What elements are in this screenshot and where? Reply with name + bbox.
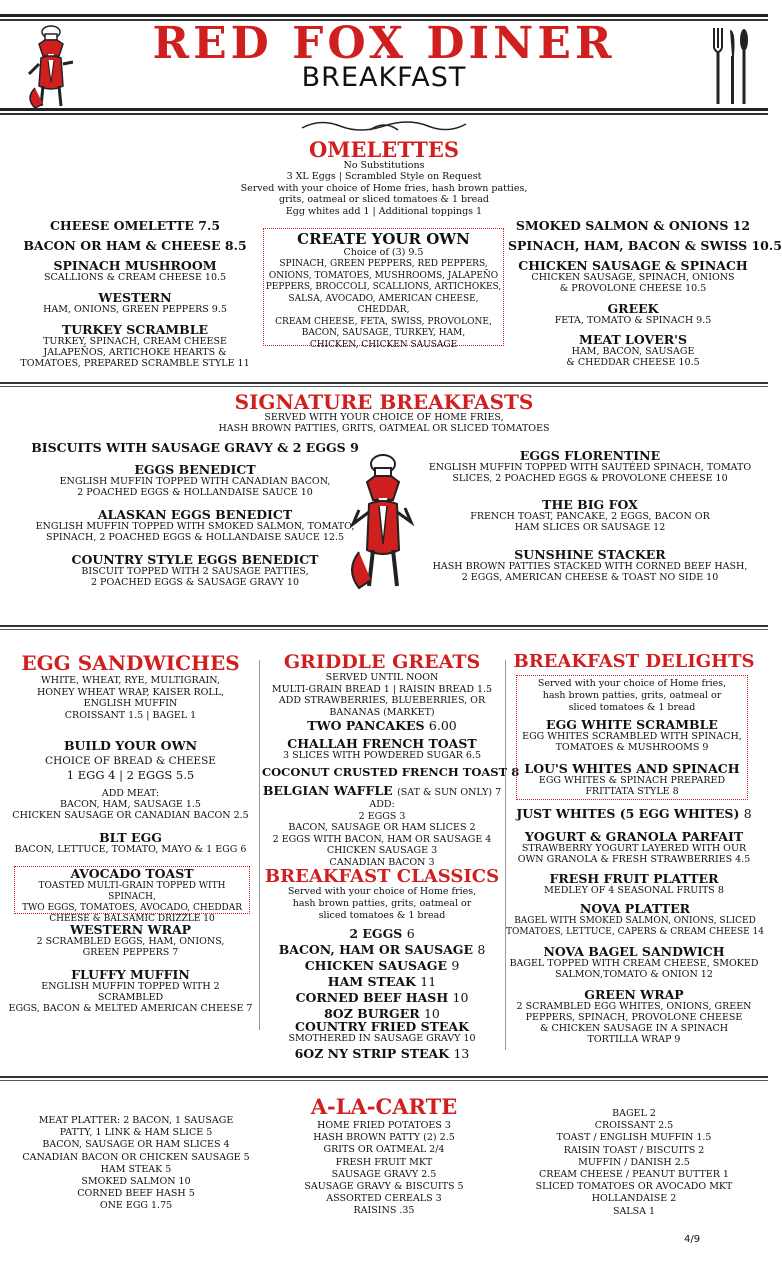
- signature-note: HASH BROWN PATTIES, GRITS, OATMEAL OR SLICED TOMATOES: [218, 423, 550, 435]
- menu-item: [14, 867, 250, 925]
- menu-item: [508, 238, 782, 253]
- item-desc: HAM, ONIONS, GREEN PEPPERS 9.5: [43, 304, 227, 316]
- section-divider: [0, 1076, 768, 1078]
- flourish-icon: [300, 118, 468, 136]
- item-name: 2 EGGS: [349, 926, 403, 941]
- item-desc: 3 SLICES WITH POWDERED SUGAR 6.5: [283, 750, 481, 762]
- menu-item: [262, 1047, 502, 1061]
- classics-title: BREAKFAST CLASSICS: [264, 866, 500, 887]
- column-divider: [259, 660, 260, 1030]
- item-name: WESTERN: [98, 290, 172, 305]
- item-name: CHICKEN SAUSAGE & SPINACH: [518, 258, 748, 273]
- menu-item: [508, 945, 760, 981]
- page-number: 4/9: [684, 1234, 701, 1245]
- section-divider: [0, 1080, 768, 1081]
- omelettes-note: grits, oatmeal or sliced tomatoes & 1 bread: [278, 194, 490, 206]
- item-desc: HAM, BACON, SAUSAGE & CHEDDAR CHEESE 10.5: [566, 346, 700, 369]
- item-name: ALASKAN EGGS BENEDICT: [97, 507, 293, 522]
- griddle-notes: SERVED UNTIL NOON MULTI-GRAIN BREAD 1 | RAISIN BREAD 1.5 ADD STRAWBERRIES, BLUEBERRIES, OR BANANAS (MARKET): [271, 672, 493, 718]
- item-name: FRESH FRUIT PLATTER: [549, 871, 719, 886]
- signature-title: SIGNATURE BREAKFASTS: [234, 390, 534, 414]
- egg-sandwiches-title: EGG SANDWICHES: [21, 651, 240, 675]
- utensils-icon: [708, 26, 750, 106]
- header-top-rule: [0, 14, 768, 17]
- menu-item: [10, 323, 260, 370]
- item-name: COUNTRY FRIED STEAK: [295, 1019, 469, 1034]
- menu-item: [518, 718, 746, 754]
- section-divider: [0, 382, 768, 384]
- menu-item: [508, 988, 760, 1046]
- item-desc: TURKEY, SPINACH, CREAM CHEESE JALAPEÑOS, ARTICHOKE HEARTS & TOMATOES, PREPARED SCRAMBLE STYLE 11: [20, 336, 250, 370]
- alacarte-left: MEAT PLATTER: 2 BACON, 1 SAUSAGE PATTY, 1 LINK & HAM SLICE 5 BACON, SAUSAGE OR HAM SLICES 4 CANADIAN BACON OR CHICKEN SAUSAGE 5 HAM STEAK 5 SMOKED SALMON 10 CORNED BEEF HASH 5 ONE EGG 1.75: [22, 1115, 250, 1212]
- item-name: COCONUT CRUSTED FRENCH TOAST: [262, 765, 508, 779]
- item-price: 9: [350, 440, 359, 455]
- item-price: 11: [420, 974, 437, 989]
- item-name: JUST WHITES (5 EGG WHITES): [516, 806, 740, 821]
- menu-item: [8, 968, 253, 1015]
- menu-item: [8, 923, 253, 959]
- griddle-title: GRIDDLE GREATS: [283, 651, 481, 673]
- item-name: 6OZ NY STRIP STEAK: [294, 1046, 450, 1061]
- item-name: NOVA PLATTER: [579, 901, 691, 916]
- section-divider: [0, 625, 768, 627]
- classics-list: [262, 926, 502, 1022]
- item-name: FLUFFY MUFFIN: [71, 967, 190, 982]
- item-price: 13: [453, 1046, 470, 1061]
- item-price: 9: [451, 958, 460, 973]
- item-name: BUILD YOUR OWN: [63, 738, 198, 753]
- menu-subtitle: BREAKFAST: [301, 62, 467, 93]
- item-desc: ENGLISH MUFFIN TOPPED WITH SAUTÉED SPINACH, TOMATO SLICES, 2 POACHED EGGS & PROVOLONE CHEESE 10: [428, 462, 752, 485]
- menu-item: [420, 498, 760, 534]
- item-name: TWO PANCAKES: [307, 718, 425, 733]
- item-price: 6.00: [428, 718, 457, 733]
- item-desc: 2 SCRAMBLED EGGS, HAM, ONIONS, GREEN PEPPERS 7: [36, 936, 225, 959]
- fox-chef-icon: [25, 24, 77, 110]
- alacarte-middle: HOME FRIED POTATOES 3 HASH BROWN PATTY (2) 2.5 GRITS OR OATMEAL 2/4 FRESH FRUIT MKT SAUSAGE GRAVY 2.5 SAUSAGE GRAVY & BISCUITS 5 ASSORTED CEREALS 3 RAISINS .35: [304, 1120, 464, 1217]
- menu-item: [10, 291, 260, 316]
- item-name: MEAT LOVER'S: [579, 332, 687, 347]
- item-name: SPINACH, HAM, BACON & SWISS: [508, 238, 748, 253]
- section-divider: [0, 386, 768, 387]
- delights-title: BREAKFAST DELIGHTS: [513, 651, 755, 672]
- menu-item: [508, 807, 760, 821]
- header-bottom-rule: [0, 108, 768, 111]
- item-name: CHICKEN SAUSAGE: [304, 958, 447, 973]
- restaurant-title: RED FOX DINER: [152, 18, 616, 69]
- item-desc: BAGEL TOPPED WITH CREAM CHEESE, SMOKED SALMON,TOMATO & ONION 12: [509, 958, 759, 981]
- fox-chef-icon: [345, 452, 417, 592]
- item-name: SMOKED SALMON & ONIONS: [515, 218, 729, 233]
- menu-item: [508, 333, 758, 369]
- item-desc: ENGLISH MUFFIN TOPPED WITH 2 SCRAMBLED EGGS, BACON & MELTED AMERICAN CHEESE 7: [8, 981, 253, 1015]
- item-sub: CHOICE OF BREAD & CHEESE: [45, 755, 216, 768]
- item-name: BACON OR HAM & CHEESE: [23, 238, 221, 253]
- item-price: 7.5: [198, 218, 221, 233]
- alacarte-right: BAGEL 2 CROISSANT 2.5 TOAST / ENGLISH MUFFIN 1.5 RAISIN TOAST / BISCUITS 2 MUFFIN / DANISH 2.5 CREAM CHEESE / PEANUT BUTTER 1 SLICED TOMATOES OR AVOCADO MKT HOLLANDAISE 2 SALSA 1: [535, 1108, 733, 1217]
- item-desc: MEDLEY OF 4 SEASONAL FRUITS 8: [544, 885, 724, 897]
- item-price: 1 EGG 4 | 2 EGGS 5.5: [66, 768, 195, 783]
- item-sub: Choice of (3) 9.5: [343, 247, 424, 259]
- item-desc: EGG WHITES & SPINACH PREPARED FRITTATA STYLE 8: [538, 775, 726, 798]
- omelettes-note: Served with your choice of Home fries, hash brown patties,: [240, 182, 528, 194]
- item-price: (SAT & SUN ONLY) 7: [397, 787, 502, 798]
- item-name: GREEN WRAP: [584, 987, 684, 1002]
- item-price: 10.5: [751, 238, 782, 253]
- item-name: BISCUITS WITH SAUSAGE GRAVY & 2 EGGS: [31, 440, 346, 455]
- item-desc: CHICKEN SAUSAGE, SPINACH, ONIONS & PROVOLONE CHEESE 10.5: [531, 272, 735, 295]
- item-desc: ENGLISH MUFFIN TOPPED WITH SMOKED SALMON, TOMATO, SPINACH, 2 POACHED EGGS & HOLLANDAISE SAUCE 12.5: [35, 521, 355, 544]
- item-name: SUNSHINE STACKER: [514, 547, 666, 562]
- item-price: 12: [732, 218, 751, 233]
- menu-item: [262, 719, 502, 733]
- item-sub: ADD MEAT:: [101, 787, 160, 799]
- omelettes-note: 3 XL Eggs | Scrambled Style on Request: [286, 171, 482, 183]
- menu-item: [518, 762, 746, 798]
- build-your-own: [8, 739, 253, 821]
- item-desc: EGG WHITES SCRAMBLED WITH SPINACH, TOMATOES & MUSHROOMS 9: [522, 731, 742, 754]
- item-name: CHEESE OMELETTE: [49, 218, 194, 233]
- item-price: 10: [423, 1006, 440, 1021]
- create-your-own: [265, 231, 502, 351]
- item-desc: SCALLIONS & CREAM CHEESE 10.5: [43, 272, 227, 284]
- omelettes-note: No Substitutions: [343, 160, 425, 171]
- item-name: EGGS FLORENTINE: [519, 448, 661, 463]
- item-name: BELGIAN WAFFLE: [262, 783, 393, 798]
- menu-item: [10, 553, 380, 589]
- griddle-add-ons: ADD: 2 EGGS 3 BACON, SAUSAGE OR HAM SLICES 2 2 EGGS WITH BACON, HAM OR SAUSAGE 4 CHICKEN SAUSAGE 3 CANADIAN BACON 3: [272, 799, 492, 868]
- item-desc: FETA, TOMATO & SPINACH 9.5: [554, 315, 712, 327]
- menu-item: [262, 737, 502, 762]
- classics-notes: Served with your choice of Home fries, hash brown patties, grits, oatmeal or sliced tomatoes & 1 bread: [287, 886, 477, 921]
- item-name: EGGS BENEDICT: [134, 462, 256, 477]
- bread-options: WHITE, WHEAT, RYE, MULTIGRAIN, HONEY WHEAT WRAP, KAISER ROLL, ENGLISH MUFFIN CROISSANT 1.5 | BAGEL 1: [36, 675, 225, 721]
- menu-item: [508, 219, 758, 233]
- item-name: 8OZ BURGER: [324, 1006, 420, 1021]
- item-name: COUNTRY STYLE EGGS BENEDICT: [71, 552, 319, 567]
- item-name: CHALLAH FRENCH TOAST: [287, 736, 477, 751]
- omelettes-title: OMELETTES: [309, 137, 459, 162]
- menu-item: [10, 239, 260, 253]
- item-desc: SPINACH, GREEN PEPPERS, RED PEPPERS, ONIONS, TOMATOES, MUSHROOMS, JALAPEÑO PEPPERS, BROCCOLI, SCALLIONS, ARTICHOKES, SALSA, AVOCADO, AMERICAN CHEESE, CHEDDAR, CREAM CHEESE, FETA, SWISS, PROVOLONE, BACON, SAUSAGE, TURKEY, HAM, CHICKEN, CHICKEN SAUSAGE: [265, 259, 502, 350]
- menu-item: [504, 902, 766, 937]
- item-name: YOGURT & GRANOLA PARFAIT: [524, 829, 744, 844]
- item-name: BACON, HAM OR SAUSAGE: [278, 942, 473, 957]
- item-desc: SMOTHERED IN SAUSAGE GRAVY 10: [288, 1033, 476, 1045]
- item-desc: ENGLISH MUFFIN TOPPED WITH CANADIAN BACON, 2 POACHED EGGS & HOLLANDAISE SAUCE 10: [59, 476, 331, 499]
- item-name: AVOCADO TOAST: [70, 866, 194, 881]
- item-desc: BACON, HAM, SAUSAGE 1.5 CHICKEN SAUSAGE OR CANADIAN BACON 2.5: [12, 798, 249, 821]
- item-desc: BACON, LETTUCE, TOMATO, MAYO & 1 EGG 6: [14, 844, 247, 856]
- item-price: 8: [477, 942, 486, 957]
- item-desc: 2 SCRAMBLED EGG WHITES, ONIONS, GREEN PEPPERS, SPINACH, PROVOLONE CHEESE & CHICKEN SAUSAGE IN A SPINACH TORTILLA WRAP 9: [516, 1001, 752, 1046]
- section-divider: [0, 629, 768, 630]
- menu-item: [508, 259, 758, 295]
- omelettes-notes: [150, 160, 618, 217]
- menu-item: [10, 463, 380, 499]
- item-name: BLT EGG: [99, 830, 162, 845]
- item-name: WESTERN WRAP: [69, 922, 192, 937]
- menu-item: [262, 765, 520, 779]
- item-desc: FRENCH TOAST, PANCAKE, 2 EGGS, BACON OR HAM SLICES OR SAUSAGE 12: [470, 511, 710, 534]
- menu-item: [508, 872, 760, 897]
- item-name: GREEK: [607, 301, 659, 316]
- item-name: NOVA BAGEL SANDWICH: [543, 944, 725, 959]
- menu-item: [10, 508, 380, 544]
- item-name: TURKEY SCRAMBLE: [61, 322, 209, 337]
- menu-item: [10, 219, 260, 233]
- delights-notes: Served with your choice of Home fries, hash brown patties, grits, oatmeal or sliced tomatoes & 1 bread: [537, 678, 727, 713]
- menu-item: [420, 449, 760, 485]
- item-price: 6: [406, 926, 415, 941]
- menu-item: [8, 831, 253, 856]
- item-desc: HASH BROWN PATTIES STACKED WITH CORNED BEEF HASH, 2 EGGS, AMERICAN CHEESE & TOAST NO SIDE 10: [432, 561, 748, 584]
- item-name: HAM STEAK: [327, 974, 416, 989]
- menu-item: [262, 1020, 502, 1045]
- item-desc: BAGEL WITH SMOKED SALMON, ONIONS, SLICED TOMATOES, LETTUCE, CAPERS & CREAM CHEESE 14: [505, 916, 765, 937]
- item-desc: BISCUIT TOPPED WITH 2 SAUSAGE PATTIES, 2 POACHED EGGS & SAUSAGE GRAVY 10: [81, 566, 309, 589]
- omelettes-note: Egg whites add 1 | Additional toppings 1: [285, 205, 483, 217]
- item-price: 10: [452, 990, 469, 1005]
- item-name: EGG WHITE SCRAMBLE: [546, 717, 718, 732]
- menu-item: [262, 784, 502, 799]
- signature-note: SERVED WITH YOUR CHOICE OF HOME FRIES,: [264, 412, 504, 423]
- menu-item: [10, 259, 260, 284]
- item-name: THE BIG FOX: [542, 497, 638, 512]
- item-price: 8.5: [224, 238, 247, 253]
- signature-notes: [150, 412, 618, 435]
- header-bottom-rule-2: [0, 113, 768, 115]
- item-name: SPINACH MUSHROOM: [53, 258, 217, 273]
- menu-item: [10, 441, 380, 455]
- menu-item: [420, 548, 760, 584]
- menu-item: [508, 302, 758, 327]
- item-name: CORNED BEEF HASH: [295, 990, 449, 1005]
- column-divider: [505, 660, 506, 1050]
- item-price: 8: [511, 765, 520, 779]
- item-price: 8: [743, 806, 752, 821]
- menu-item: [508, 830, 760, 866]
- item-name: CREATE YOUR OWN: [297, 230, 470, 248]
- alacarte-title: A-LA-CARTE: [310, 1094, 458, 1119]
- item-name: LOU'S WHITES AND SPINACH: [524, 761, 740, 776]
- item-desc: STRAWBERRY YOGURT LAYERED WITH OUR OWN GRANOLA & FRESH STRAWBERRIES 4.5: [517, 843, 751, 866]
- item-desc: TOASTED MULTI-GRAIN TOPPED WITH SPINACH, TWO EGGS, TOMATOES, AVOCADO, CHEDDAR CHEESE & BALSAMIC DRIZZLE 10: [21, 881, 243, 925]
